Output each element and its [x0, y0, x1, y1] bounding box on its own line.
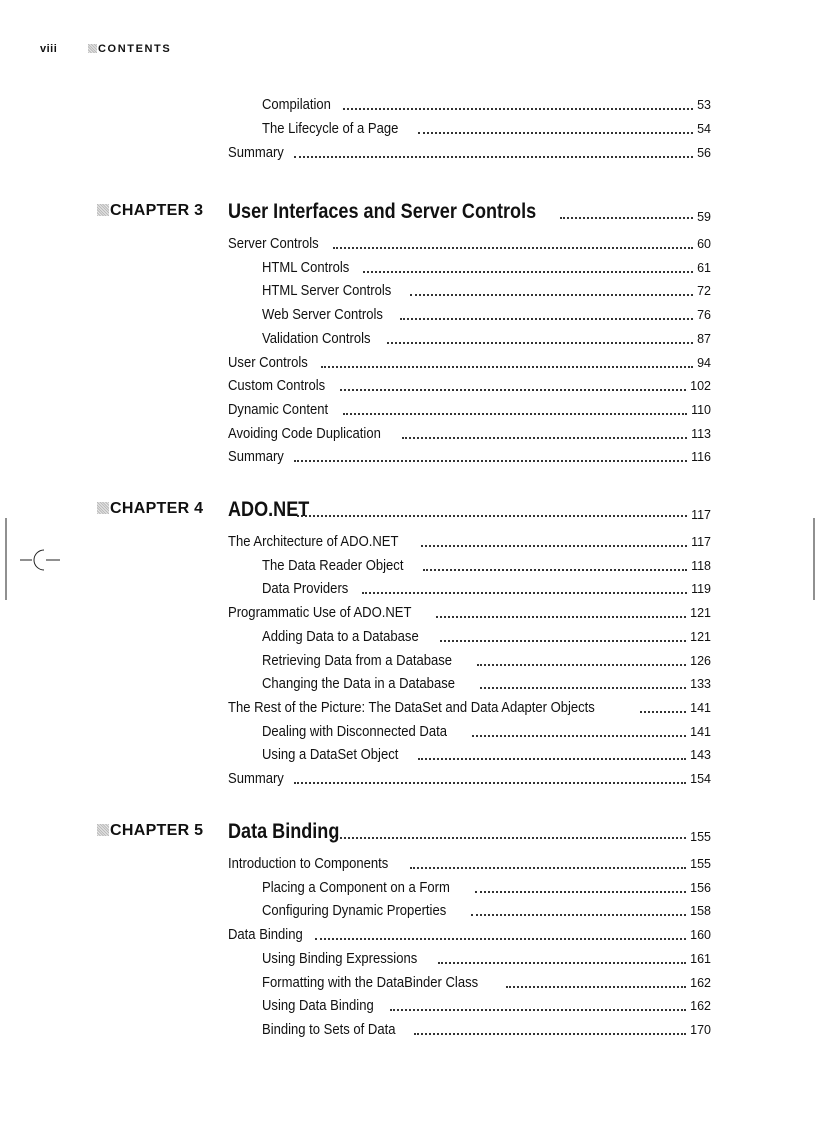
toc-entry[interactable] — [228, 697, 711, 717]
toc-entry[interactable] — [262, 578, 711, 598]
dot-leader — [400, 318, 693, 320]
toc-entry-title: Web Server Controls — [262, 307, 383, 324]
toc-entry-page: 117 — [691, 535, 711, 549]
toc-entry[interactable] — [228, 853, 711, 873]
toc-entry-title: Dynamic Content — [228, 401, 329, 418]
toc-entry[interactable] — [262, 744, 711, 764]
toc-entry-page: 162 — [690, 975, 711, 990]
toc-entry[interactable] — [262, 304, 711, 324]
dot-leader — [438, 962, 686, 964]
toc-entry-page: 121 — [690, 629, 711, 644]
toc-entry-title: Changing the Data in a Database — [262, 676, 455, 693]
toc-entry-title: The Architecture of ADO.NET — [228, 534, 399, 550]
toc-entry-title: The Lifecycle of a Page — [262, 121, 399, 137]
chapter-page: 117 — [691, 508, 711, 522]
toc-entry-page: 110 — [691, 402, 711, 417]
toc-entry[interactable] — [228, 233, 711, 253]
chapter-page: 59 — [697, 210, 711, 224]
chapter-page: 155 — [690, 830, 711, 844]
dot-leader — [343, 413, 687, 415]
toc-entry-page: 72 — [697, 284, 711, 299]
toc-entry-page: 158 — [690, 904, 711, 919]
chapter-heading[interactable] — [228, 198, 711, 224]
toc-entry[interactable] — [228, 352, 711, 372]
toc-entry-title: Dealing with Disconnected Data — [262, 723, 447, 740]
toc-entry-page: 94 — [697, 355, 711, 370]
toc-entry-title: Using a DataSet Object — [262, 747, 399, 764]
section-title: CONTENTS — [88, 43, 171, 55]
dot-leader — [423, 569, 687, 571]
toc-entry-title: Using Binding Expressions — [262, 950, 418, 967]
registration-mark-icon — [0, 518, 64, 602]
dot-leader — [475, 891, 686, 893]
dot-leader — [440, 640, 686, 642]
toc-entry[interactable] — [262, 257, 711, 277]
toc-entry[interactable] — [262, 1019, 711, 1039]
chapter-title: ADO.NET — [228, 498, 310, 521]
dot-leader — [297, 515, 688, 517]
toc-entry-title: Compilation — [262, 97, 331, 113]
toc-entry-title: Placing a Component on a Form — [262, 879, 450, 896]
chapter-title: User Interfaces and Server Controls — [228, 200, 537, 223]
toc-entry[interactable] — [262, 948, 711, 968]
toc-entry-title: Summary — [228, 145, 284, 161]
toc-entry-title: Introduction to Components — [228, 856, 389, 872]
toc-entry-page: 162 — [690, 999, 711, 1014]
toc-entry-page: 119 — [691, 582, 711, 597]
dot-leader — [294, 460, 687, 462]
toc-entry-page: 133 — [690, 677, 711, 692]
toc-entry-title: The Data Reader Object — [262, 557, 404, 574]
toc-entry[interactable] — [228, 602, 711, 622]
toc-entry[interactable] — [262, 900, 711, 920]
toc-entry[interactable] — [262, 995, 711, 1015]
dot-leader — [477, 664, 686, 666]
toc-entry-title: Data Binding — [228, 927, 303, 944]
chapter-label: CHAPTER 5 — [97, 822, 203, 840]
toc-entry-page: 126 — [690, 653, 711, 668]
dot-leader — [414, 1033, 686, 1035]
dot-leader — [640, 711, 687, 713]
chapter-title: Data Binding — [228, 820, 340, 843]
toc-entry-page: 54 — [697, 122, 711, 136]
toc-entry[interactable] — [228, 446, 711, 466]
toc-entry-title: Adding Data to a Database — [262, 628, 419, 645]
toc-entry-page: 121 — [690, 606, 711, 621]
toc-entry[interactable] — [262, 650, 711, 670]
toc-entry-title: Configuring Dynamic Properties — [262, 903, 447, 920]
toc-entry-page: 61 — [697, 260, 711, 275]
dot-leader — [340, 389, 686, 391]
toc-entry-page: 141 — [690, 700, 711, 715]
toc-entry[interactable] — [262, 94, 711, 114]
dot-leader — [390, 1009, 686, 1011]
dot-leader — [332, 837, 687, 839]
toc-entry[interactable] — [228, 142, 711, 162]
dot-leader — [321, 366, 693, 368]
toc-entry-page: 118 — [691, 558, 711, 573]
dot-leader — [436, 616, 686, 618]
toc-entry[interactable] — [228, 531, 711, 551]
toc-entry-title: Summary — [228, 771, 284, 787]
chapter-label: CHAPTER 4 — [97, 500, 203, 518]
toc-entry-title: Binding to Sets of Data — [262, 1021, 396, 1038]
toc-entry-page: 87 — [697, 331, 711, 346]
dot-leader — [472, 735, 687, 737]
toc-entry-page: 143 — [690, 748, 711, 763]
toc-entry[interactable] — [262, 280, 711, 300]
toc-entry-title: Avoiding Code Duplication — [228, 425, 381, 442]
dot-leader — [418, 758, 687, 760]
toc-entry[interactable] — [262, 118, 711, 138]
toc-entry-title: User Controls — [228, 354, 308, 371]
square-bullet-icon — [97, 502, 109, 514]
toc-entry[interactable] — [262, 877, 711, 897]
toc-entry-title: Using Data Binding — [262, 998, 374, 1015]
dot-leader — [506, 986, 686, 988]
dot-leader — [560, 217, 693, 219]
toc-entry-page: 170 — [690, 1022, 711, 1037]
toc-entry-title: Programmatic Use of ADO.NET — [228, 605, 412, 622]
toc-entry-page: 113 — [691, 426, 711, 441]
toc-entry[interactable] — [262, 328, 711, 348]
dot-leader — [410, 867, 686, 869]
toc-entry-page: 56 — [697, 146, 711, 160]
square-bullet-icon — [97, 204, 109, 216]
toc-entry-title: Summary — [228, 449, 284, 466]
chapter-heading[interactable] — [228, 496, 711, 522]
dot-leader — [294, 782, 686, 784]
dot-leader — [315, 938, 686, 940]
toc-entry[interactable] — [228, 375, 711, 395]
toc-entry[interactable] — [228, 399, 711, 419]
dot-leader — [333, 247, 693, 249]
toc-entry-page: 155 — [690, 857, 711, 871]
toc-entry[interactable] — [262, 972, 711, 992]
dot-leader — [480, 687, 686, 689]
toc-entry[interactable] — [262, 721, 711, 741]
toc-entry-page: 116 — [691, 450, 711, 465]
chapter-heading[interactable] — [228, 818, 711, 844]
toc-entry-title: Retrieving Data from a Database — [262, 652, 453, 669]
toc-entry-page: 53 — [697, 98, 711, 112]
toc-entry-page: 76 — [697, 308, 711, 323]
toc-entry-title: Data Providers — [262, 581, 349, 598]
toc-entry-page: 60 — [697, 237, 711, 251]
toc-entry-page: 141 — [690, 724, 711, 739]
toc-entry-title: HTML Controls — [262, 259, 350, 276]
dot-leader — [418, 132, 694, 134]
toc-entry-title: HTML Server Controls — [262, 283, 392, 300]
toc-entry-title: Server Controls — [228, 236, 319, 252]
dot-leader — [387, 342, 693, 344]
toc-entry[interactable] — [228, 768, 711, 788]
dot-leader — [402, 437, 687, 439]
dot-leader — [343, 108, 694, 110]
toc-entry[interactable] — [228, 423, 711, 443]
toc-entry-page: 161 — [690, 951, 711, 966]
toc-entry-page: 160 — [690, 928, 711, 943]
dot-leader — [294, 156, 693, 158]
dot-leader — [362, 592, 687, 594]
toc-entry[interactable] — [228, 924, 711, 944]
dot-leader — [410, 294, 693, 296]
toc-entry-page: 154 — [690, 772, 711, 786]
toc-entry[interactable] — [262, 555, 711, 575]
toc-entry[interactable] — [262, 673, 711, 693]
dot-leader — [421, 545, 687, 547]
toc-entry-title: Custom Controls — [228, 378, 326, 395]
toc-entry-title: The Rest of the Picture: The DataSet and Data Adapter Objects — [228, 699, 595, 716]
square-bullet-icon — [88, 44, 97, 53]
toc-entry-page: 156 — [690, 880, 711, 895]
dot-leader — [363, 271, 693, 273]
dot-leader — [471, 914, 686, 916]
square-bullet-icon — [97, 824, 109, 836]
toc-entry-title: Formatting with the DataBinder Class — [262, 974, 479, 991]
page-number: viii — [40, 43, 58, 55]
toc-entry-page: 102 — [690, 379, 711, 394]
toc-entry[interactable] — [262, 626, 711, 646]
chapter-label: CHAPTER 3 — [97, 202, 203, 220]
toc-entry-title: Validation Controls — [262, 330, 371, 347]
